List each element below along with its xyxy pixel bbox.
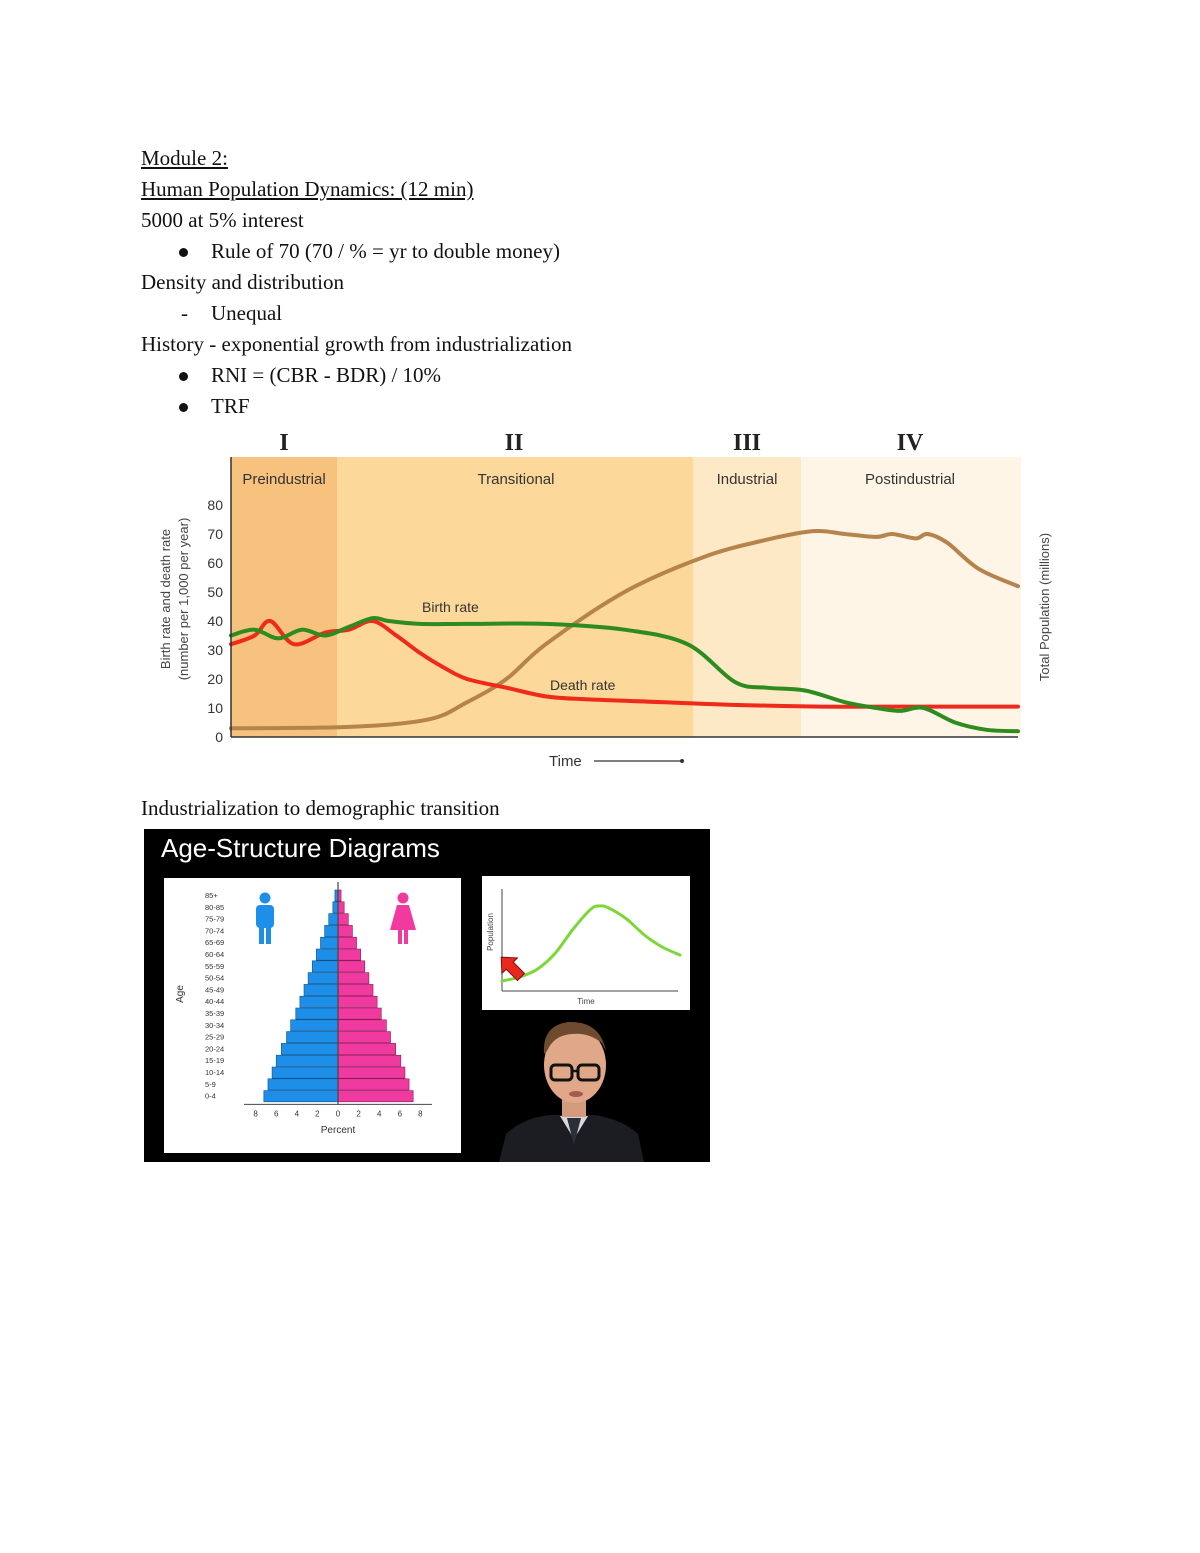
stage-band-4 <box>801 457 1021 737</box>
age-tick-label: 55-59 <box>205 961 225 971</box>
y-axis-label-line2: (number per 1,000 per year) <box>176 517 191 681</box>
male-bar <box>281 1043 338 1054</box>
male-bar <box>316 949 338 960</box>
density-heading: Density and distribution <box>141 270 344 294</box>
age-structure-slide <box>144 829 710 1162</box>
male-bar <box>291 1020 338 1031</box>
demographic-transition-chart <box>141 422 1059 782</box>
y2-axis-label: Total Population (millions) <box>1037 532 1052 682</box>
stage-band-3 <box>693 457 801 737</box>
bullet-dot-icon <box>179 372 188 381</box>
male-bar <box>320 937 338 948</box>
y-tick-label: 70 <box>207 526 223 542</box>
male-bar <box>312 961 338 972</box>
male-bar <box>333 902 338 913</box>
notes <box>141 143 1041 422</box>
rni-text: RNI = (CBR - BDR) / 10% <box>211 363 442 387</box>
percent-tick-label: 2 <box>315 1109 320 1119</box>
age-tick-label: 15-19 <box>205 1056 225 1066</box>
percent-tick-label: 0 <box>335 1109 341 1119</box>
male-bar <box>272 1067 338 1078</box>
female-bar <box>338 937 357 948</box>
age-tick-label: 65-69 <box>205 938 225 948</box>
bullet-unequal <box>141 298 1041 329</box>
y-tick-label: 30 <box>207 642 223 658</box>
female-bar <box>338 1043 396 1054</box>
percent-tick-label: 8 <box>418 1109 423 1119</box>
trf-text: TRF <box>211 394 250 418</box>
x-axis-label: Time <box>549 753 582 770</box>
birth-rate-label: Birth rate <box>422 599 479 615</box>
percent-tick-label: 4 <box>376 1109 382 1119</box>
stage-numeral-1: I <box>279 430 289 456</box>
figure-caption: Industrialization to demographic transition <box>141 796 500 820</box>
y-tick-label: 80 <box>207 497 223 513</box>
female-bar <box>338 1008 381 1019</box>
y-axis-label-line1: Birth rate and death rate <box>158 528 173 670</box>
female-bar <box>338 1079 409 1090</box>
percent-tick-label: 4 <box>294 1109 300 1119</box>
age-tick-label: 30-34 <box>205 1020 225 1030</box>
male-bar <box>296 1008 338 1019</box>
module-title: Module 2: <box>141 146 228 170</box>
female-bar <box>338 1032 391 1043</box>
rule-of-70-text: Rule of 70 (70 / % = yr to double money) <box>211 239 560 263</box>
stage-numeral-3: III <box>732 430 762 456</box>
male-bar <box>304 984 338 995</box>
female-bar <box>338 1020 386 1031</box>
female-bar <box>338 973 369 984</box>
age-tick-label: 50-54 <box>205 973 225 983</box>
y-tick-label: 60 <box>207 555 223 571</box>
female-bar <box>338 1067 405 1078</box>
bullet-dot-icon <box>179 248 188 257</box>
percent-tick-label: 2 <box>356 1109 361 1119</box>
age-tick-label: 70-74 <box>205 926 225 936</box>
y-tick-label: 0 <box>215 729 223 745</box>
male-bar <box>308 973 338 984</box>
pyramid-y-label: Age <box>175 985 186 1003</box>
age-tick-label: 45-49 <box>205 985 225 995</box>
dash-icon: - <box>181 301 188 325</box>
age-tick-label: 5-9 <box>205 1079 216 1089</box>
percent-tick-label: 6 <box>273 1109 279 1119</box>
age-tick-label: 0-4 <box>205 1091 216 1101</box>
age-tick-label: 25-29 <box>205 1032 225 1042</box>
age-tick-label: 80-85 <box>205 902 225 912</box>
stage-name-4: Postindustrial <box>864 471 956 488</box>
male-bar <box>276 1055 338 1066</box>
section-title: Human Population Dynamics: (12 min) <box>141 177 474 201</box>
y-tick-label: 20 <box>207 671 223 687</box>
bullet-trf <box>141 391 1041 422</box>
bullet-rule-of-70 <box>141 236 1041 267</box>
y-tick-label: 40 <box>207 613 223 629</box>
age-tick-label: 10-14 <box>205 1068 225 1077</box>
pyramid-x-label: Percent <box>320 1125 356 1136</box>
interest-line: 5000 at 5% interest <box>141 208 304 232</box>
female-bar <box>338 1091 413 1102</box>
percent-tick-label: 8 <box>253 1109 258 1119</box>
male-bar <box>325 925 338 936</box>
age-tick-label: 85+ <box>205 891 218 900</box>
slide-title: Age-Structure Diagrams <box>161 833 440 863</box>
female-bar <box>338 1055 401 1066</box>
female-bar <box>338 914 348 925</box>
female-bar <box>338 949 361 960</box>
age-structure-slide-svg <box>144 829 710 1162</box>
female-bar <box>338 961 365 972</box>
age-tick-label: 60-64 <box>205 950 225 959</box>
curve-y-label: Population <box>486 913 495 951</box>
male-bar <box>264 1091 338 1102</box>
age-tick-label: 35-39 <box>205 1009 225 1018</box>
stage-name-2: Transitional <box>477 471 555 488</box>
y-tick-label: 10 <box>207 700 223 716</box>
female-bar <box>338 984 373 995</box>
time-arrow-head-icon <box>680 759 684 763</box>
demographic-transition-svg <box>141 422 1059 782</box>
curve-x-label: Time <box>577 997 595 1006</box>
male-bar <box>287 1032 339 1043</box>
percent-tick-label: 6 <box>397 1109 403 1119</box>
y-tick-label: 50 <box>207 584 223 600</box>
male-bar <box>300 996 338 1007</box>
stage-name-3: Industrial <box>716 471 778 488</box>
stage-band-1 <box>231 457 337 737</box>
female-bar <box>338 925 352 936</box>
death-rate-label: Death rate <box>550 677 616 693</box>
bullet-rni <box>141 360 1041 391</box>
male-bar <box>329 914 338 925</box>
unequal-text: Unequal <box>211 301 283 325</box>
stage-numeral-4: IV <box>896 430 924 456</box>
age-tick-label: 75-79 <box>205 914 225 924</box>
female-bar <box>338 996 377 1007</box>
age-tick-label: 20-24 <box>205 1044 225 1054</box>
male-bar <box>268 1079 338 1090</box>
stage-name-1: Preindustrial <box>242 471 326 488</box>
population-curve-panel <box>482 876 690 1010</box>
history-line: History - exponential growth from industrialization <box>141 332 572 356</box>
female-bar <box>338 902 344 913</box>
age-tick-label: 40-44 <box>205 997 225 1007</box>
bullet-dot-icon <box>179 403 188 412</box>
stage-band-2 <box>337 457 693 737</box>
stage-numeral-2: II <box>504 430 524 456</box>
